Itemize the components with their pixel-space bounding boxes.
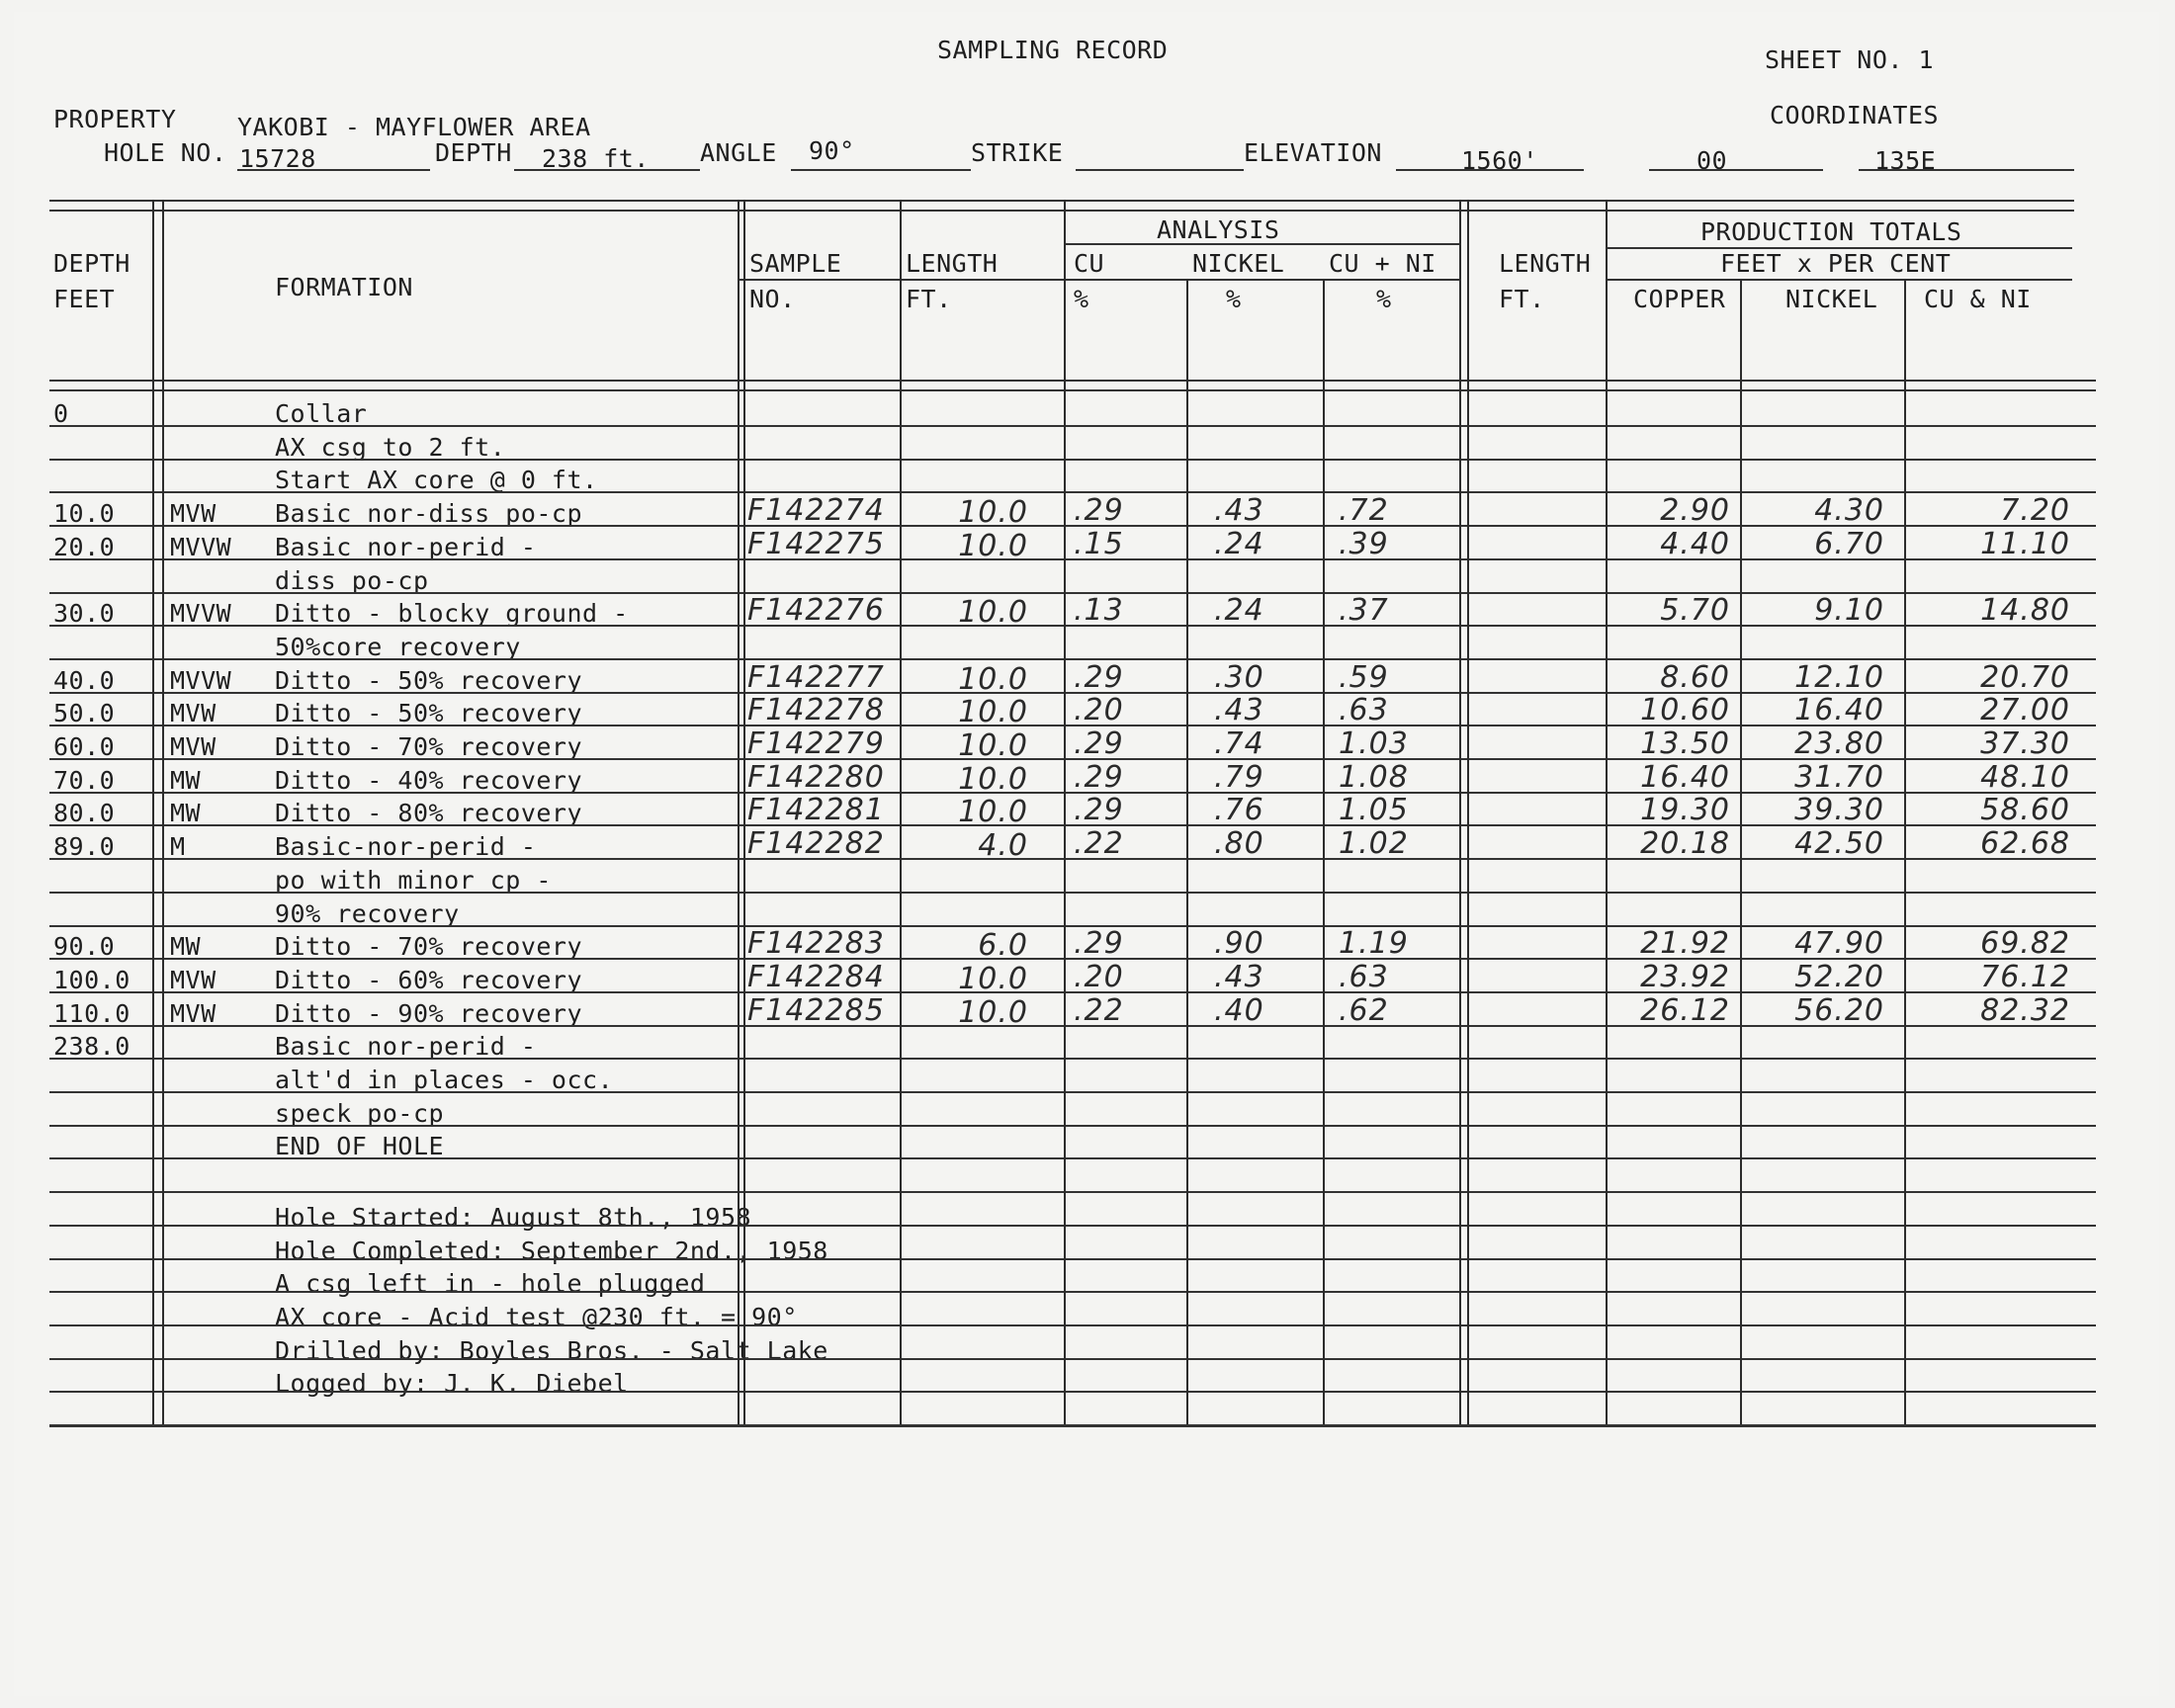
col-cu-ni-header: CU & NI xyxy=(1924,285,2032,313)
grid-column-line xyxy=(1323,279,1325,1424)
sample-cell: F142281 xyxy=(747,793,885,827)
prod-nickel-cell: 31.70 xyxy=(1794,760,1884,795)
coordinates-label: COORDINATES xyxy=(1770,101,1940,129)
note-line: Logged by: J. K. Diebel xyxy=(275,1369,629,1398)
depth-value: 238 ft. xyxy=(542,144,650,173)
col-sample-header: SAMPLE xyxy=(749,249,842,278)
prod-copper-cell: 10.60 xyxy=(1640,693,1730,727)
length-cell: 6.0 xyxy=(978,928,1028,963)
depth-cell: 110.0 xyxy=(53,999,130,1028)
col-nickel-unit: % xyxy=(1226,285,1242,313)
nickel-cell: .80 xyxy=(1214,826,1264,861)
cu-cell: .15 xyxy=(1074,527,1124,561)
prod-copper-cell: 26.12 xyxy=(1640,993,1730,1028)
cu-cell: .20 xyxy=(1074,693,1124,727)
prod-nickel-cell: 23.80 xyxy=(1794,726,1884,761)
cuni-cell: 1.03 xyxy=(1339,726,1409,761)
col-length-unit: FT. xyxy=(906,285,952,313)
prod-copper-cell: 19.30 xyxy=(1640,793,1730,827)
prod-nickel-cell: 4.30 xyxy=(1814,493,1884,528)
prod-copper-cell: 8.60 xyxy=(1660,660,1730,695)
grid-line xyxy=(1064,243,1459,245)
col-cu-header: CU xyxy=(1074,249,1105,278)
cu-cell: .13 xyxy=(1074,593,1124,628)
sample-cell: F142282 xyxy=(747,826,885,861)
col-prod-nickel-header: NICKEL xyxy=(1785,285,1878,313)
col-analysis-header: ANALYSIS xyxy=(1157,215,1280,244)
grid-line xyxy=(49,625,2096,627)
depth-cell: 0 xyxy=(53,399,69,428)
formation-cell: Ditto - 40% recovery xyxy=(275,766,583,795)
sample-cell: F142280 xyxy=(747,760,885,795)
angle-value: 90° xyxy=(809,136,855,165)
length-cell: 4.0 xyxy=(978,828,1028,863)
prod-cuni-cell: 27.00 xyxy=(1980,693,2070,727)
grid-line xyxy=(49,425,2096,427)
prod-copper-cell: 23.92 xyxy=(1640,960,1730,994)
formation-cell: 50%core recovery xyxy=(275,633,521,661)
nickel-cell: .24 xyxy=(1214,527,1264,561)
formation-cell: alt'd in places - occ. xyxy=(275,1066,614,1094)
grid-line xyxy=(49,692,2096,694)
document-title: SAMPLING RECORD xyxy=(937,36,1169,64)
code-cell: MVW xyxy=(170,966,217,994)
depth-cell: 70.0 xyxy=(53,766,116,795)
cuni-cell: 1.02 xyxy=(1339,826,1409,861)
grid-line xyxy=(49,1225,2096,1227)
prod-cuni-cell: 48.10 xyxy=(1980,760,2070,795)
prod-nickel-cell: 39.30 xyxy=(1794,793,1884,827)
grid-line xyxy=(49,389,2096,391)
prod-copper-cell: 16.40 xyxy=(1640,760,1730,795)
grid-line xyxy=(49,200,2074,202)
cu-cell: .29 xyxy=(1074,726,1124,761)
code-cell: MVW xyxy=(170,499,217,528)
depth-cell: 20.0 xyxy=(53,533,116,561)
grid-line xyxy=(49,892,2096,894)
formation-cell: END OF HOLE xyxy=(275,1132,445,1160)
grid-line xyxy=(49,1157,2096,1159)
prod-copper-cell: 13.50 xyxy=(1640,726,1730,761)
col-length-header: LENGTH xyxy=(906,249,999,278)
strike-label: STRIKE xyxy=(971,138,1064,167)
grid-line xyxy=(49,1358,2096,1360)
cuni-cell: 1.08 xyxy=(1339,760,1409,795)
formation-cell: diss po-cp xyxy=(275,566,429,595)
depth-cell: 40.0 xyxy=(53,666,116,695)
grid-line xyxy=(49,1391,2096,1393)
hole-label: HOLE NO. xyxy=(104,138,227,167)
code-cell: MVVW xyxy=(170,599,232,628)
prod-nickel-cell: 16.40 xyxy=(1794,693,1884,727)
elevation-value: 1560' xyxy=(1461,146,1538,175)
length-cell: 10.0 xyxy=(958,995,1028,1030)
sample-cell: F142277 xyxy=(747,660,885,695)
col-length2-header: LENGTH xyxy=(1499,249,1592,278)
grid-line xyxy=(49,1291,2096,1293)
cu-cell: .29 xyxy=(1074,793,1124,827)
cuni-cell: .62 xyxy=(1339,993,1389,1028)
grid-line xyxy=(49,558,2096,560)
grid-line xyxy=(49,725,2096,726)
grid-line xyxy=(740,279,1461,281)
grid-line xyxy=(49,824,2096,826)
col-cuni-header: CU + NI xyxy=(1329,249,1436,278)
formation-cell: Basic nor-perid - xyxy=(275,1032,537,1061)
grid-line xyxy=(49,991,2096,993)
note-line: Hole Started: August 8th., 1958 xyxy=(275,1203,752,1232)
nickel-cell: .43 xyxy=(1214,493,1264,528)
col-depth-unit: FEET xyxy=(53,285,116,313)
cu-cell: .22 xyxy=(1074,993,1124,1028)
prod-cuni-cell: 76.12 xyxy=(1980,960,2070,994)
sample-cell: F142274 xyxy=(747,493,885,528)
grid-line xyxy=(49,1125,2096,1127)
nickel-cell: .79 xyxy=(1214,760,1264,795)
length-cell: 10.0 xyxy=(958,695,1028,729)
grid-column-line xyxy=(1467,200,1469,1424)
nickel-cell: .76 xyxy=(1214,793,1264,827)
code-cell: M xyxy=(170,832,186,861)
grid-line xyxy=(49,792,2096,794)
grid-line xyxy=(49,210,2074,212)
depth-label: DEPTH xyxy=(435,138,512,167)
prod-copper-cell: 21.92 xyxy=(1640,926,1730,961)
formation-cell: Start AX core @ 0 ft. xyxy=(275,466,598,494)
nickel-cell: .30 xyxy=(1214,660,1264,695)
formation-cell: 90% recovery xyxy=(275,899,460,928)
grid-line xyxy=(49,758,2096,760)
grid-column-line xyxy=(900,200,902,1424)
code-cell: MVW xyxy=(170,732,217,761)
grid-column-line xyxy=(1186,279,1188,1424)
depth-cell: 60.0 xyxy=(53,732,116,761)
formation-cell: Ditto - 70% recovery xyxy=(275,932,583,961)
col-formation-header: FORMATION xyxy=(275,273,413,301)
length-cell: 10.0 xyxy=(958,529,1028,563)
length-cell: 10.0 xyxy=(958,728,1028,763)
sheet-number: SHEET NO. 1 xyxy=(1765,45,1935,74)
sample-cell: F142285 xyxy=(747,993,885,1028)
angle-label: ANGLE xyxy=(700,138,777,167)
nickel-cell: .24 xyxy=(1214,593,1264,628)
formation-cell: Ditto - 50% recovery xyxy=(275,699,583,727)
prod-nickel-cell: 47.90 xyxy=(1794,926,1884,961)
depth-cell: 89.0 xyxy=(53,832,116,861)
col-depth-header: DEPTH xyxy=(53,249,130,278)
prod-cuni-cell: 69.82 xyxy=(1980,926,2070,961)
grid-line xyxy=(49,658,2096,660)
grid-column-line xyxy=(743,200,745,1424)
prod-cuni-cell: 11.10 xyxy=(1980,527,2070,561)
cuni-cell: .72 xyxy=(1339,493,1389,528)
cu-cell: .29 xyxy=(1074,660,1124,695)
length-cell: 10.0 xyxy=(958,662,1028,697)
prod-cuni-cell: 62.68 xyxy=(1980,826,2070,861)
prod-nickel-cell: 42.50 xyxy=(1794,826,1884,861)
grid-line xyxy=(49,1191,2096,1193)
grid-column-line xyxy=(1904,279,1906,1424)
prod-nickel-cell: 12.10 xyxy=(1794,660,1884,695)
grid-line xyxy=(49,491,2096,493)
grid-line xyxy=(49,380,2096,382)
prod-cuni-cell: 58.60 xyxy=(1980,793,2070,827)
cuni-cell: 1.19 xyxy=(1339,926,1409,961)
grid-line xyxy=(49,1258,2096,1260)
cuni-cell: .37 xyxy=(1339,593,1389,628)
nickel-cell: .43 xyxy=(1214,960,1264,994)
prod-nickel-cell: 52.20 xyxy=(1794,960,1884,994)
property-value: YAKOBI - MAYFLOWER AREA xyxy=(237,113,591,141)
depth-cell: 30.0 xyxy=(53,599,116,628)
grid-line xyxy=(49,1091,2096,1093)
code-cell: MVVW xyxy=(170,666,232,695)
grid-line xyxy=(49,459,2096,461)
grid-line xyxy=(49,925,2096,927)
formation-cell: Ditto - 90% recovery xyxy=(275,999,583,1028)
cuni-cell: .63 xyxy=(1339,693,1389,727)
prod-copper-cell: 4.40 xyxy=(1660,527,1730,561)
formation-cell: speck po-cp xyxy=(275,1099,445,1128)
grid-line xyxy=(49,858,2096,860)
sample-cell: F142275 xyxy=(747,527,885,561)
prod-copper-cell: 2.90 xyxy=(1660,493,1730,528)
grid-column-line xyxy=(738,200,740,1424)
col-copper-header: COPPER xyxy=(1633,285,1726,313)
col-production-subheader: FEET x PER CENT xyxy=(1720,249,1952,278)
grid-column-line xyxy=(152,200,154,1424)
grid-line xyxy=(1608,279,2072,281)
length-cell: 10.0 xyxy=(958,962,1028,996)
note-line: Hole Completed: September 2nd., 1958 xyxy=(275,1237,828,1265)
cuni-cell: 1.05 xyxy=(1339,793,1409,827)
code-cell: MVW xyxy=(170,699,217,727)
property-label: PROPERTY xyxy=(53,105,177,133)
code-cell: MVW xyxy=(170,999,217,1028)
grid-line xyxy=(49,1025,2096,1027)
formation-cell: Ditto - 80% recovery xyxy=(275,799,583,827)
grid-column-line xyxy=(162,200,164,1424)
cuni-cell: .63 xyxy=(1339,960,1389,994)
sample-cell: F142283 xyxy=(747,926,885,961)
grid-line xyxy=(49,958,2096,960)
prod-cuni-cell: 20.70 xyxy=(1980,660,2070,695)
nickel-cell: .43 xyxy=(1214,693,1264,727)
coordinate-east: 135E xyxy=(1874,146,1937,175)
col-nickel-header: NICKEL xyxy=(1192,249,1285,278)
formation-cell: Ditto - blocky ground - xyxy=(275,599,629,628)
prod-cuni-cell: 82.32 xyxy=(1980,993,2070,1028)
col-sample-unit: NO. xyxy=(749,285,796,313)
cu-cell: .20 xyxy=(1074,960,1124,994)
grid-column-line xyxy=(1740,279,1742,1424)
depth-cell: 90.0 xyxy=(53,932,116,961)
coordinate-north: 00 xyxy=(1696,146,1728,175)
nickel-cell: .40 xyxy=(1214,993,1264,1028)
code-cell: MW xyxy=(170,799,202,827)
prod-cuni-cell: 14.80 xyxy=(1980,593,2070,628)
depth-cell: 238.0 xyxy=(53,1032,130,1061)
code-cell: MW xyxy=(170,766,202,795)
formation-cell: Ditto - 60% recovery xyxy=(275,966,583,994)
cuni-cell: .39 xyxy=(1339,527,1389,561)
prod-nickel-cell: 56.20 xyxy=(1794,993,1884,1028)
hole-value: 15728 xyxy=(239,144,316,173)
elevation-label: ELEVATION xyxy=(1244,138,1382,167)
sample-cell: F142276 xyxy=(747,593,885,628)
note-line: A csg left in - hole plugged xyxy=(275,1269,706,1298)
col-cu-unit: % xyxy=(1074,285,1089,313)
prod-cuni-cell: 7.20 xyxy=(2000,493,2070,528)
depth-cell: 100.0 xyxy=(53,966,130,994)
cu-cell: .29 xyxy=(1074,493,1124,528)
formation-cell: po with minor cp - xyxy=(275,866,552,895)
formation-cell: AX csg to 2 ft. xyxy=(275,433,506,462)
grid-line xyxy=(49,592,2096,594)
length-cell: 10.0 xyxy=(958,795,1028,829)
col-length2-unit: FT. xyxy=(1499,285,1545,313)
code-cell: MW xyxy=(170,932,202,961)
grid-line xyxy=(1608,247,2072,249)
grid-line xyxy=(49,1324,2096,1326)
length-cell: 10.0 xyxy=(958,495,1028,530)
depth-cell: 10.0 xyxy=(53,499,116,528)
cuni-cell: .59 xyxy=(1339,660,1389,695)
formation-cell: Basic nor-diss po-cp xyxy=(275,499,583,528)
cu-cell: .29 xyxy=(1074,926,1124,961)
prod-copper-cell: 20.18 xyxy=(1640,826,1730,861)
formation-cell: Ditto - 70% recovery xyxy=(275,732,583,761)
length-cell: 10.0 xyxy=(958,762,1028,797)
col-cuni-unit: % xyxy=(1376,285,1392,313)
length-cell: 10.0 xyxy=(958,595,1028,630)
cu-cell: .29 xyxy=(1074,760,1124,795)
note-line: AX core - Acid test @230 ft. = 90° xyxy=(275,1303,798,1331)
grid-line xyxy=(49,525,2096,527)
formation-cell: Collar xyxy=(275,399,368,428)
depth-cell: 80.0 xyxy=(53,799,116,827)
depth-cell: 50.0 xyxy=(53,699,116,727)
grid-line xyxy=(49,1058,2096,1060)
grid-column-line xyxy=(1606,200,1608,1424)
grid-line xyxy=(49,1424,2096,1427)
sample-cell: F142284 xyxy=(747,960,885,994)
code-cell: MVVW xyxy=(170,533,232,561)
sample-cell: F142278 xyxy=(747,693,885,727)
prod-nickel-cell: 9.10 xyxy=(1814,593,1884,628)
prod-cuni-cell: 37.30 xyxy=(1980,726,2070,761)
formation-cell: Ditto - 50% recovery xyxy=(275,666,583,695)
cu-cell: .22 xyxy=(1074,826,1124,861)
nickel-cell: .90 xyxy=(1214,926,1264,961)
note-line: Drilled by: Boyles Bros. - Salt Lake xyxy=(275,1336,828,1365)
formation-cell: Basic-nor-perid - xyxy=(275,832,537,861)
grid-column-line xyxy=(1064,200,1066,1424)
nickel-cell: .74 xyxy=(1214,726,1264,761)
prod-copper-cell: 5.70 xyxy=(1660,593,1730,628)
sample-cell: F142279 xyxy=(747,726,885,761)
grid-column-line xyxy=(1459,200,1461,1424)
col-production-header: PRODUCTION TOTALS xyxy=(1700,217,1962,246)
prod-nickel-cell: 6.70 xyxy=(1814,527,1884,561)
formation-cell: Basic nor-perid - xyxy=(275,533,537,561)
